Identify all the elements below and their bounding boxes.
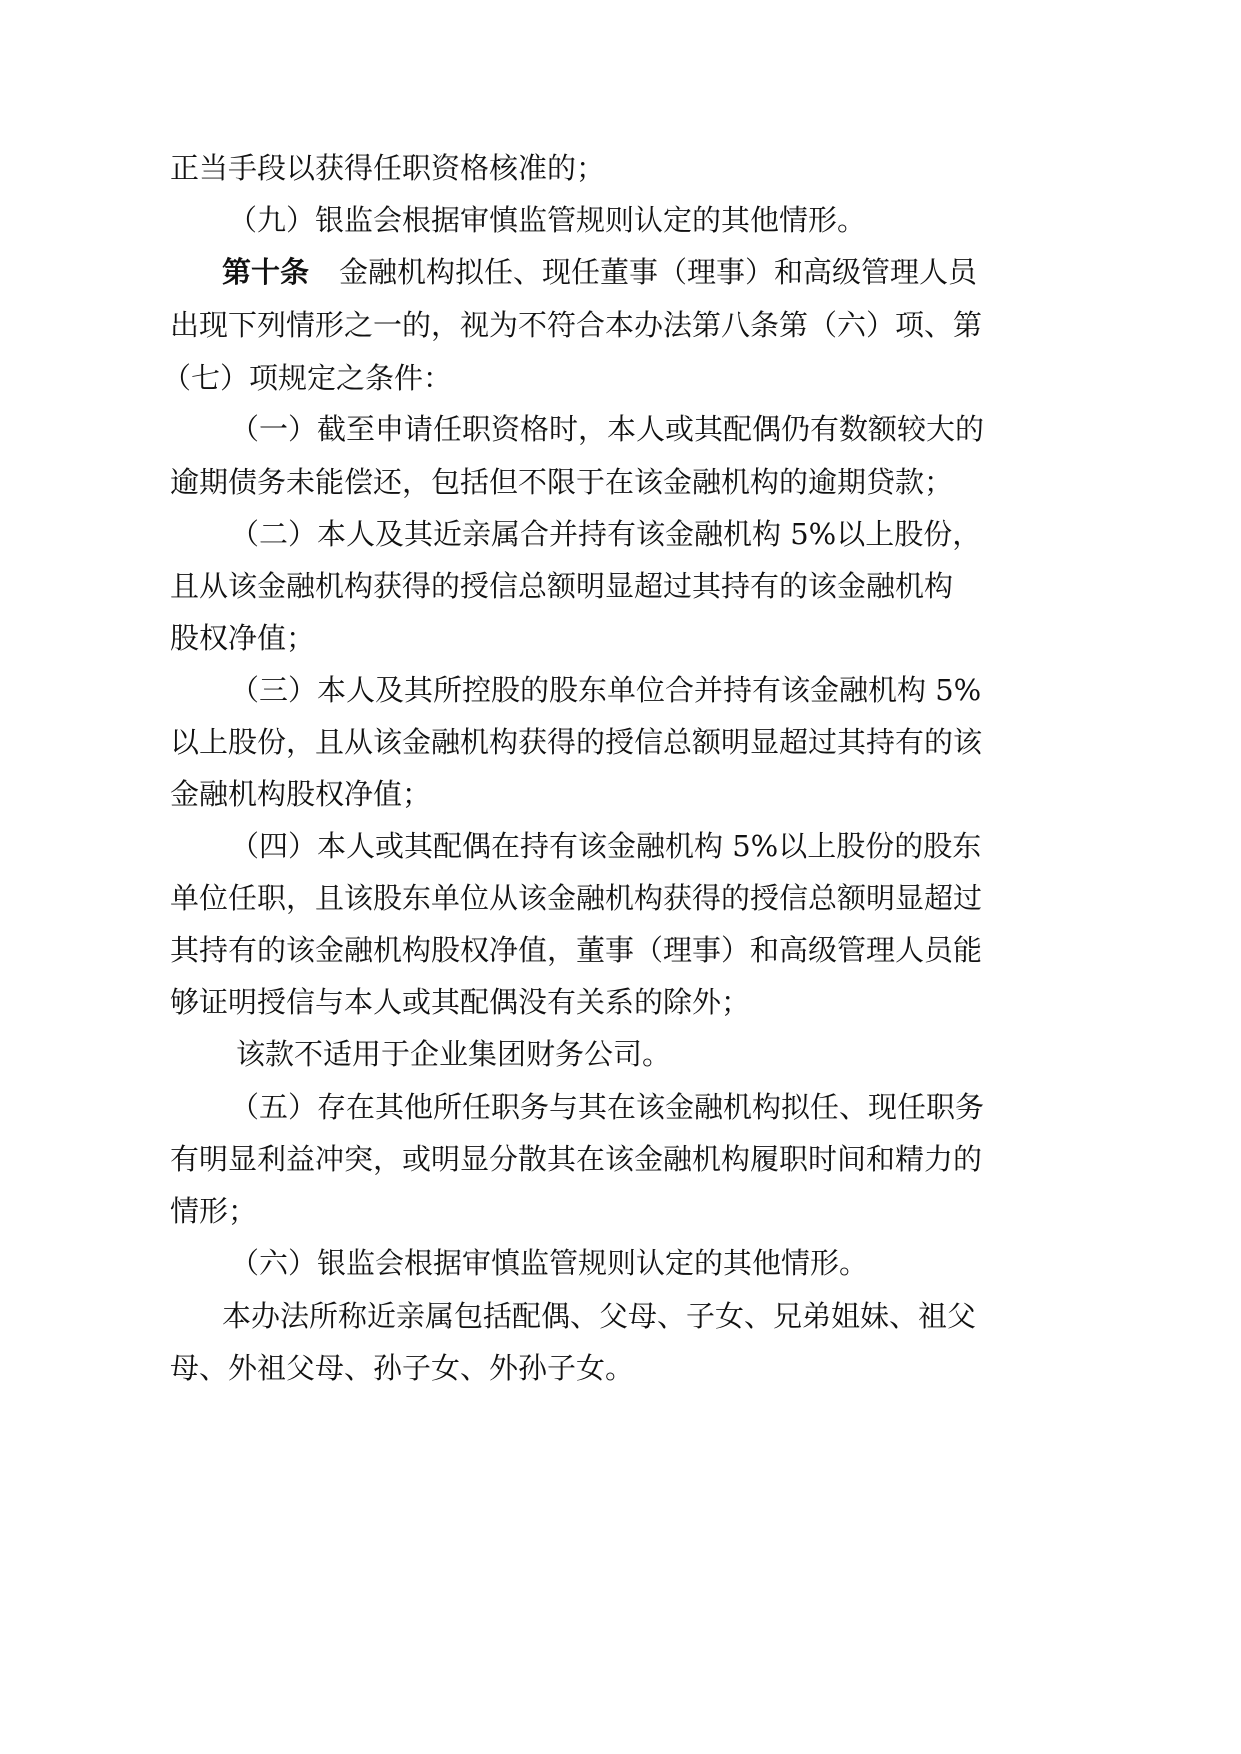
text-line-16: 其持有的该金融机构股权净值，董事（理事）和高级管理人员能 — [170, 933, 983, 967]
text-line-24: 母、外祖父母、孙子女、外孙子女。 — [170, 1351, 635, 1385]
text-line-19: （五）存在其他所任职务与其在该金融机构拟任、现任职务 — [230, 1090, 985, 1124]
article-10-first-line — [222, 252, 978, 292]
text-line-23: 本办法所称近亲属包括配偶、父母、子女、兄弟姐妹、祖父 — [222, 1299, 977, 1333]
text-line-10: 股权净值； — [170, 621, 316, 655]
text-line-13: 金融机构股权净值； — [170, 777, 432, 811]
text-line-6: （一）截至申请任职资格时，本人或其配偶仍有数额较大的 — [230, 412, 985, 446]
text-line-17: 够证明授信与本人或其配偶没有关系的除外； — [170, 985, 751, 1019]
text-line-20: 有明显利益冲突，或明显分散其在该金融机构履职时间和精力的 — [170, 1142, 983, 1176]
text-line-3: 金融机构拟任、现任董事（理事）和高级管理人员 — [339, 255, 978, 289]
text-line-2: （九）银监会根据审慎监管规则认定的其他情形。 — [228, 203, 867, 237]
text-line-9: 且从该金融机构获得的授信总额明显超过其持有的该金融机构 — [170, 569, 954, 603]
text-line-22: （六）银监会根据审慎监管规则认定的其他情形。 — [230, 1246, 869, 1280]
text-line-7: 逾期债务未能偿还，包括但不限于在该金融机构的逾期贷款； — [170, 465, 954, 499]
text-line-21: 情形； — [170, 1194, 258, 1228]
text-line-11: （三）本人及其所控股的股东单位合并持有该金融机构 5% — [230, 673, 982, 707]
text-line-4: 出现下列情形之一的，视为不符合本办法第八条第（六）项、第 — [170, 308, 983, 342]
article-heading: 第十条 — [222, 255, 310, 289]
text-line-8: （二）本人及其近亲属合并持有该金融机构 5%以上股份， — [230, 517, 982, 551]
text-line-12: 以上股份，且从该金融机构获得的授信总额明显超过其持有的该 — [170, 725, 983, 759]
text-line-5: （七）项规定之条件： — [162, 361, 453, 395]
text-line-14: （四）本人或其配偶在持有该金融机构 5%以上股份的股东 — [230, 829, 982, 863]
text-line-18: 该款不适用于企业集团财务公司。 — [236, 1037, 672, 1071]
text-line-15: 单位任职，且该股东单位从该金融机构获得的授信总额明显超过 — [170, 881, 983, 915]
text-line-1: 正当手段以获得任职资格核准的； — [170, 151, 606, 185]
